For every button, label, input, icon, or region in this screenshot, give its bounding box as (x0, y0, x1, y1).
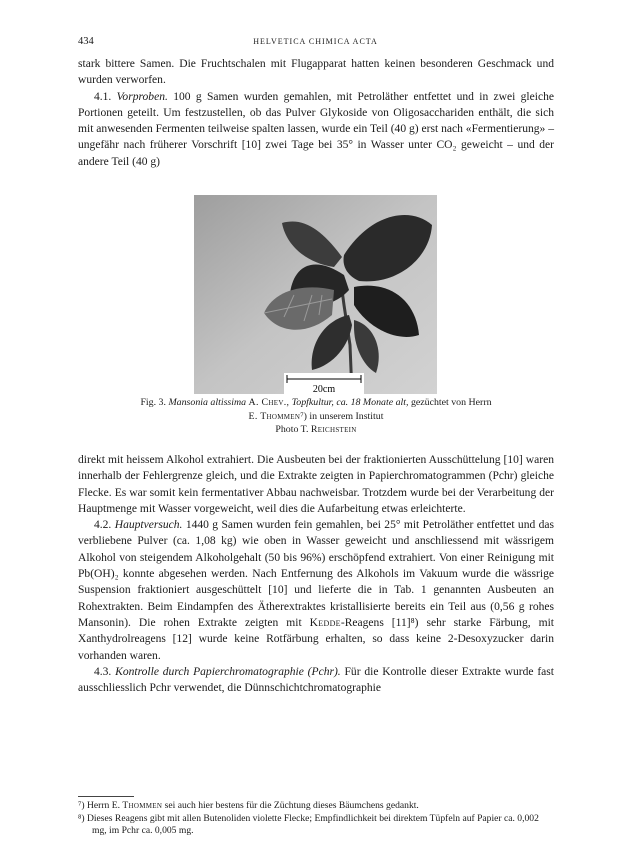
photo-prefix: Photo T. (275, 424, 309, 435)
paragraph-extraction: direkt mit heissem Alkohol extrahiert. Die Ausbeuten bei der fraktionierten Ausschüttelung [10] waren innerhalb der Fehlergrenze gleich, und die Extrakte zeigten in Papierchromatogrammen (Pchr) gleiche Flecke. Es war somit kein fermentativer Abbau nachweisbar. Trotzdem wurde bei der Verarbeitung der Hauptmenge mit Wasser vorgeweicht, weil dies die Aufarbeitung etwas erleichterte. (78, 454, 554, 515)
section-number: 4.2. (94, 519, 112, 532)
caption-culture: Topfkultur, ca. 18 Monate alt, (291, 397, 409, 408)
text-block-bottom (78, 452, 554, 696)
plant-photograph (194, 195, 437, 394)
footnote-pre: Herrn E. (86, 800, 120, 811)
section-text: 1440 g Samen wurden fein gemahlen, bei 25° mit Petroläther entfettet und das verbliebene Pulver (ca. 1,08 kg) wie oben in Wasser geweicht und anschliessend mit wässrigem Alkohol von steigendem Alkoholgehalt (50 bis 96%) erschöpfend extrahiert. Von einer Reinigung mit Pb(OH)₂ konnte abgesehen werden. Nach Entfernung des Alkohols im Vakuum wurde die wässrige Suspension fraktioniert ausgeschüttelt [10] und lieferte die in Tab. 1 genannten Ausbeuten an Rohextrakten. Beim Eindampfen des Ätherextraktes kristallisierte bereits ein Teil aus (0,56 g rohes Mansonin). Die rohen Extrakte zeigten mit (78, 519, 555, 629)
mansonia-plant-image (194, 195, 437, 394)
photo-credit (78, 423, 554, 437)
section-title: Hauptversuch. (114, 519, 183, 532)
caption-line (78, 396, 554, 423)
footnotes (78, 800, 554, 838)
footnote-post: sei auch hier bestens für die Züchtung dieses Bäumchens gedankt. (164, 800, 419, 811)
footnote-mark: ⁸) (78, 812, 85, 824)
footnote-7 (78, 800, 554, 813)
caption-author: A. Chev., (248, 397, 290, 408)
caption-person: E. Thommen (248, 410, 301, 422)
caption-tail: ⁷) in unserem Institut (300, 410, 384, 422)
footnote-rule (78, 796, 134, 797)
text-block-top (78, 56, 554, 170)
journal-title: HELVETICA CHIMICA ACTA (253, 37, 378, 46)
running-header (78, 36, 553, 50)
section-text-continued: -Reagens [11]⁸) sehr starke Färbung, mit Xanthydrolreagens [12] wurde keine Rotfärbung erhalten, so dass keine 2-Desoxyzucker darin vorhanden waren. (78, 616, 555, 662)
section-text: 100 g Samen wurden gemahlen, mit Petroläther entfettet und in zwei gleiche Portionen geteilt. Um festzustellen, ob das Pulver Glykoside von Oligosacchariden enthält, die sich mit anwesenden Fermenten teilweise spalten lassen, wurde ein Teil (40 g) erst nach «Fermentierung» – ungefähr nach früherer Vorschrift [10] zwei Tage bei 35° in Wasser unter CO₂ geweicht – und der andere Teil (40 g) (78, 90, 554, 168)
caption-fig-number: Fig. 3. (140, 397, 166, 408)
scale-bar-label: 20cm (312, 384, 336, 394)
section-number: 4.3. (94, 665, 112, 678)
caption-species: Mansonia altissima (168, 397, 247, 408)
section-text: Für die Kontrolle dieser Extrakte wurde fast ausschliesslich Pchr verwendet, die Dünnschichtchromatographie (78, 665, 554, 695)
footnote-name: Thommen (122, 800, 163, 811)
footnote-8 (78, 813, 554, 838)
caption-rest: gezüchtet von Herrn (410, 397, 492, 408)
paragraph-4-1 (78, 89, 554, 170)
footnote-text: Dieses Reagens gibt mit allen Butenoliden violette Flecke; Empfindlichkeit bei direktem Tüpfeln auf Papier ca. 0,002 mg, im Pchr ca. 0,005 mg. (86, 812, 539, 837)
photo-name: Reichstein (310, 424, 357, 435)
paragraph-4-2 (78, 517, 554, 664)
section-title: Kontrolle durch Papierchromatographie (Pchr). (115, 665, 341, 678)
section-number: 4.1. (94, 90, 112, 103)
reagent-name: Kedde (309, 616, 341, 629)
section-title: Vorproben. (116, 90, 168, 103)
page-number: 434 (78, 36, 94, 47)
paragraph-4-3 (78, 664, 554, 697)
figure-caption (78, 396, 554, 437)
paragraph-seeds: stark bittere Samen. Die Fruchtschalen mit Flugapparat hatten keinen besonderen Geschmack und wurden verworfen. (78, 58, 554, 87)
footnote-mark: ⁷) (78, 800, 85, 811)
